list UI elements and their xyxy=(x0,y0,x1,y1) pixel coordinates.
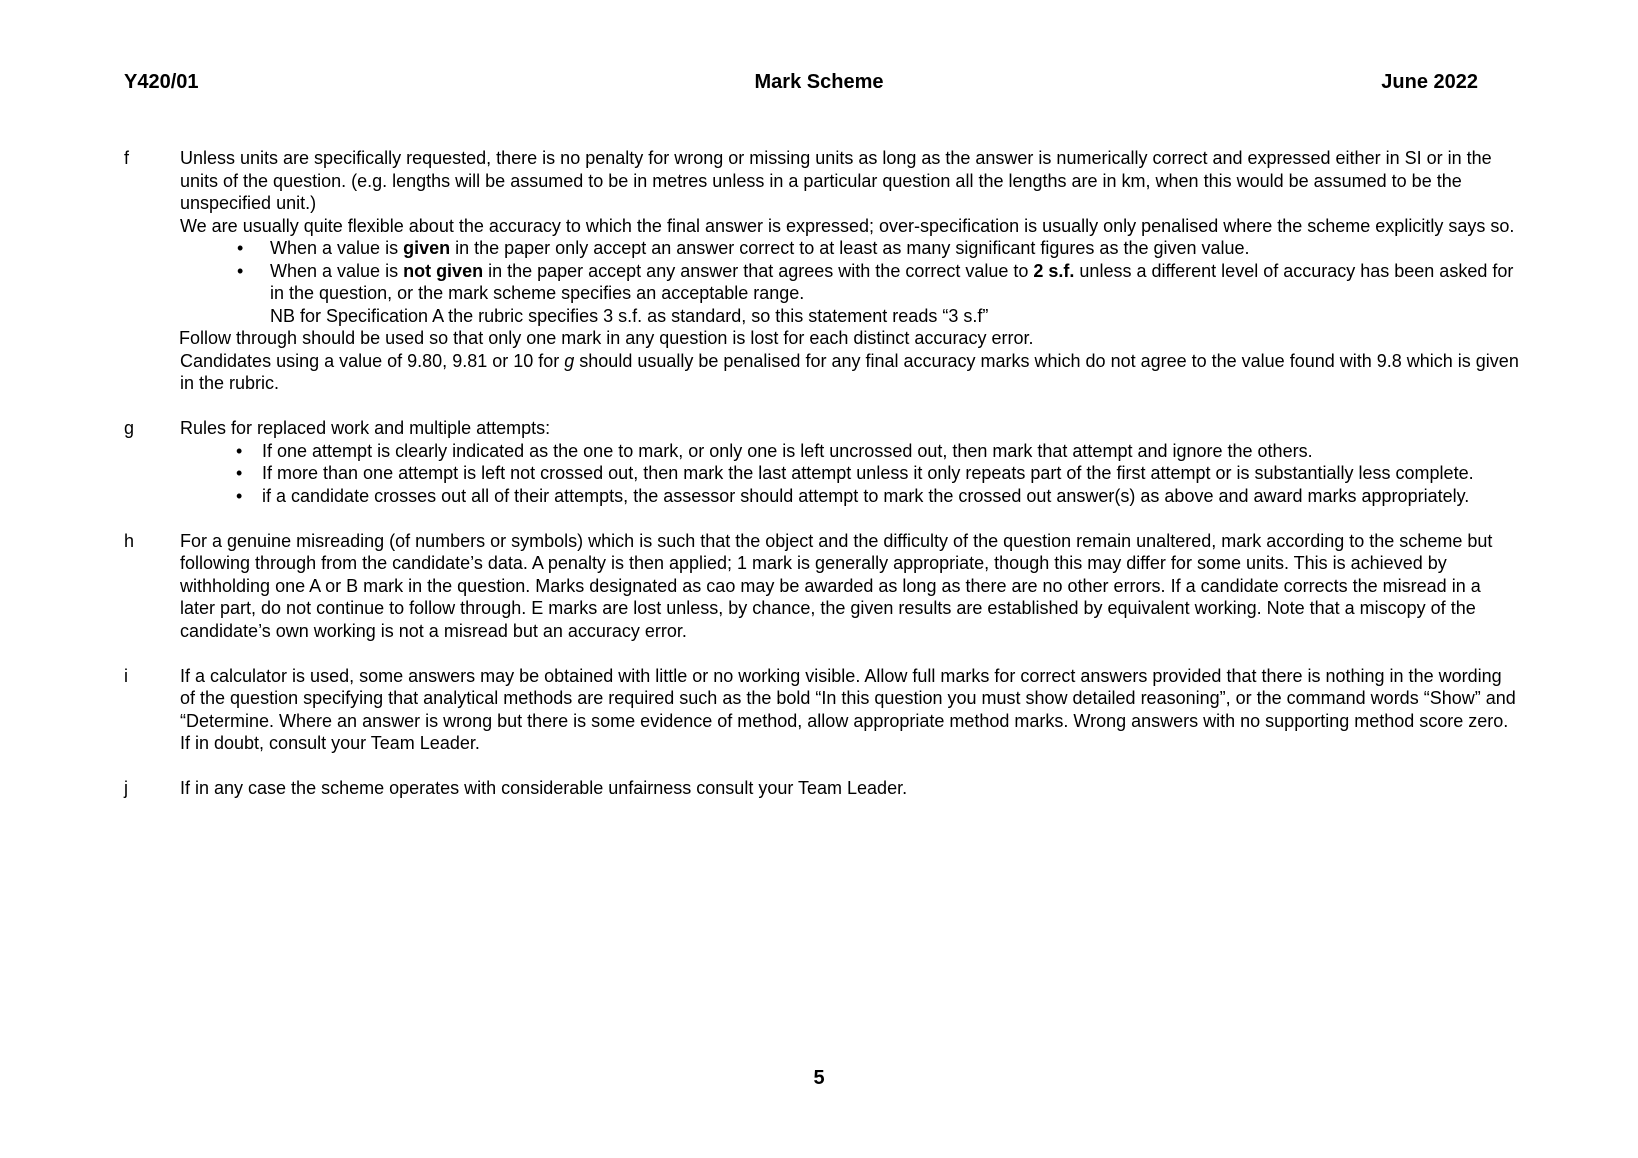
accuracy-bullets xyxy=(180,237,1520,327)
spec-a-note: NB for Specification A the rubric specifies 3 s.f. as standard, so this statement reads “3 s.f” xyxy=(270,305,989,326)
list-item: • When a value is given in the paper only accept an answer correct to at least as many significant figures as the given value. xyxy=(270,237,1520,260)
units-paragraph: Unless units are specifically requested, there is no penalty for wrong or missing units as long as the answer is numerically correct and expressed either in SI or in the units of the question. (e.g. lengths will be assumed to be in metres unless in a particular question all the lengths are in km, when this would be assumed to be the unspecified unit.) xyxy=(180,148,1492,213)
page-number: 5 xyxy=(813,1067,825,1089)
list-item: • If one attempt is clearly indicated as the one to mark, or only one is left uncrossed out, then mark that attempt and ignore the others. xyxy=(262,440,1520,463)
attempt-rules-bullets xyxy=(180,440,1520,508)
item-letter: h xyxy=(124,530,135,551)
calculator-paragraph: If a calculator is used, some answers may be obtained with little or no working visible. Allow full marks for correct answers provided that there is nothing in the wording of the question specifying that analytical methods are required such as the bold “In this question you must show detailed reasoning”, or the command words “Show” and “Determine. Where an answer is wrong but there is some evidence of method, allow appropriate method marks. Wrong answers with no supporting method score zero. If in doubt, consult your Team Leader. xyxy=(180,665,1516,753)
guidance-item-h xyxy=(124,530,1520,643)
list-item: • if a candidate crosses out all of their attempts, the assessor should attempt to mark the crossed out answer(s) as above and award marks appropriately. xyxy=(262,485,1520,508)
list-item: • If more than one attempt is left not crossed out, then mark the last attempt unless it only repeats part of the first attempt or is substantially less complete. xyxy=(262,462,1520,485)
guidance-item-i xyxy=(124,665,1520,755)
item-letter: g xyxy=(124,418,135,438)
exam-date: June 2022 xyxy=(1381,71,1478,93)
item-letter: i xyxy=(124,665,128,686)
guidance-item-f xyxy=(124,147,1520,395)
item-body xyxy=(180,417,1520,507)
follow-through-paragraph: Follow through should be used so that only one mark in any question is lost for each distinct accuracy error. xyxy=(179,328,1034,348)
item-body xyxy=(180,147,1520,395)
rules-intro: Rules for replaced work and multiple attempts: xyxy=(180,418,551,438)
guidance-item-g xyxy=(124,417,1520,507)
guidance-list xyxy=(124,147,1520,800)
item-letter: f xyxy=(124,148,130,168)
gravity-paragraph: Candidates using a value of 9.80, 9.81 or 10 for g should usually be penalised for any final accuracy marks which do not agree to the value found with 9.8 which is given in the rubric. xyxy=(180,350,1519,393)
guidance-item-j xyxy=(124,777,1520,800)
list-item: • When a value is not given in the paper accept any answer that agrees with the correct value to 2 s.f. unless a different level of accuracy has been asked for in the question, or the mark scheme specifies an acceptable range. NB for Specification A the rubric specifies 3 s.f. as standard, so this statement reads “3 s.f” xyxy=(270,260,1520,328)
paper-code: Y420/01 xyxy=(124,71,199,93)
unfairness-paragraph: If in any case the scheme operates with considerable unfairness consult your Team Leader. xyxy=(180,778,908,798)
accuracy-paragraph: We are usually quite flexible about the accuracy to which the final answer is expressed; over-specification is usually only penalised where the scheme explicitly says so. xyxy=(180,215,1515,236)
misread-paragraph: For a genuine misreading (of numbers or symbols) which is such that the object and the difficulty of the question remain unaltered, mark according to the scheme but following through from the candidate’s data. A penalty is then applied; 1 mark is generally appropriate, though this may differ for some units. This is achieved by withholding one A or B mark in the question. Marks designated as cao may be awarded as long as there are no other errors. If a candidate corrects the misread in a later part, do not continue to follow through. E marks are lost unless, by chance, the given results are established by equivalent working. Note that a miscopy of the candidate’s own working is not a misread but an accuracy error. xyxy=(180,530,1493,641)
document-title: Mark Scheme xyxy=(754,71,884,93)
item-letter: j xyxy=(124,778,128,798)
